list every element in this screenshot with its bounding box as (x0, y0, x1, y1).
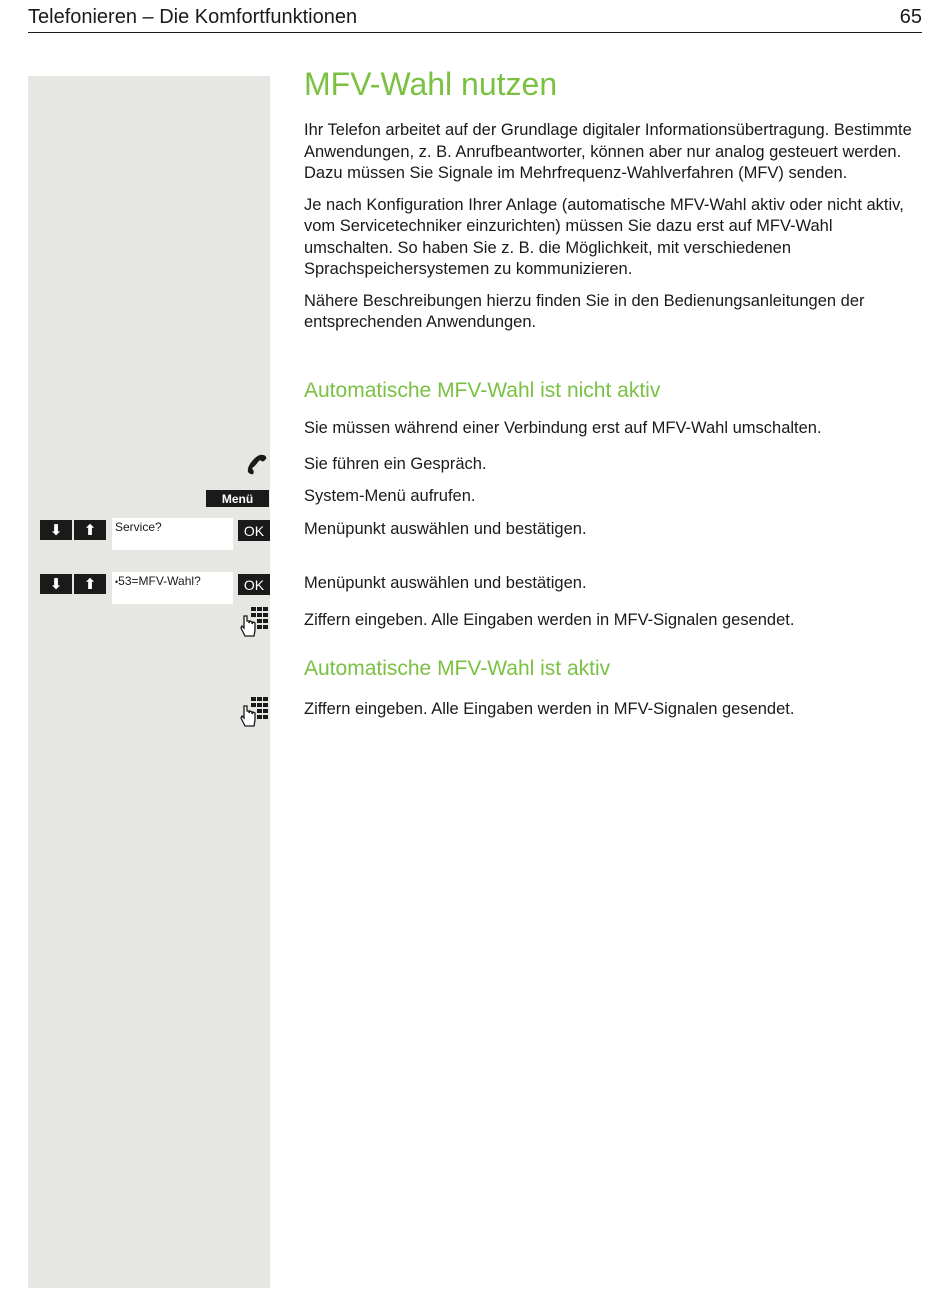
paragraph: Nähere Beschreibungen hierzu finden Sie in den Bedienungsanleitungen der entsprechenden Anwendungen. (304, 291, 865, 331)
menu-key[interactable]: Menü (206, 490, 269, 507)
arrow-up-key-icon[interactable]: ⬆ (74, 574, 106, 594)
arrow-up-key-icon[interactable]: ⬆ (74, 520, 106, 540)
section-intro: Sie müssen während einer Verbindung erst auf MFV-Wahl umschalten. (304, 419, 822, 437)
keypad-icon (239, 606, 269, 643)
display-mfv (112, 572, 233, 604)
arrow-down-key-icon[interactable]: ⬇ (40, 520, 72, 540)
step-text: Sie führen ein Gespräch. (304, 455, 487, 473)
display-text: Service? (115, 520, 162, 534)
bullet: • (115, 577, 119, 587)
section-heading: Automatische MFV-Wahl ist nicht aktiv (304, 379, 661, 402)
display-text: 53=MFV-Wahl? (118, 574, 201, 588)
step-text: Menüpunkt auswählen und bestätigen. (304, 520, 587, 538)
arrow-down-key-icon[interactable]: ⬇ (40, 574, 72, 594)
header-title: Telefonieren – Die Komfortfunktionen (28, 6, 358, 28)
paragraph: Je nach Konfiguration Ihrer Anlage (automatische MFV-Wahl aktiv oder nicht aktiv, vom Servicetechniker einzurichten) müssen Sie dazu erst auf MFV-Wahl umschalten. So haben Sie z. B. die Möglichkeit, mit verschiedenen Sprachspeichersystemen zu kommunizieren. (304, 195, 904, 278)
step-text: Menüpunkt auswählen und bestätigen. (304, 574, 587, 592)
sidebar (28, 76, 270, 1288)
paragraph: Ihr Telefon arbeitet auf der Grundlage digitaler Informationsübertragung. Bestimmte Anwendungen, z. B. Anrufbeantworter, können aber nur analog gesteuert werden. Dazu müssen Sie Signale im Mehrfrequenz-Wahlverfahren (MFV) senden. (304, 121, 912, 182)
step-text: System-Menü aufrufen. (304, 487, 476, 505)
handset-icon (246, 453, 268, 480)
ok-key[interactable]: OK (238, 520, 270, 541)
keypad-icon (239, 696, 269, 733)
ok-key[interactable]: OK (238, 574, 270, 595)
section-heading: Automatische MFV-Wahl ist aktiv (304, 657, 611, 680)
step-text: Ziffern eingeben. Alle Eingaben werden in MFV-Signalen gesendet. (304, 700, 795, 718)
display-service (112, 518, 233, 550)
page-title: MFV-Wahl nutzen (304, 66, 558, 102)
step-text: Ziffern eingeben. Alle Eingaben werden in MFV-Signalen gesendet. (304, 611, 795, 629)
page-number: 65 (899, 6, 922, 28)
header-rule (28, 32, 922, 33)
intro-text (304, 120, 924, 334)
